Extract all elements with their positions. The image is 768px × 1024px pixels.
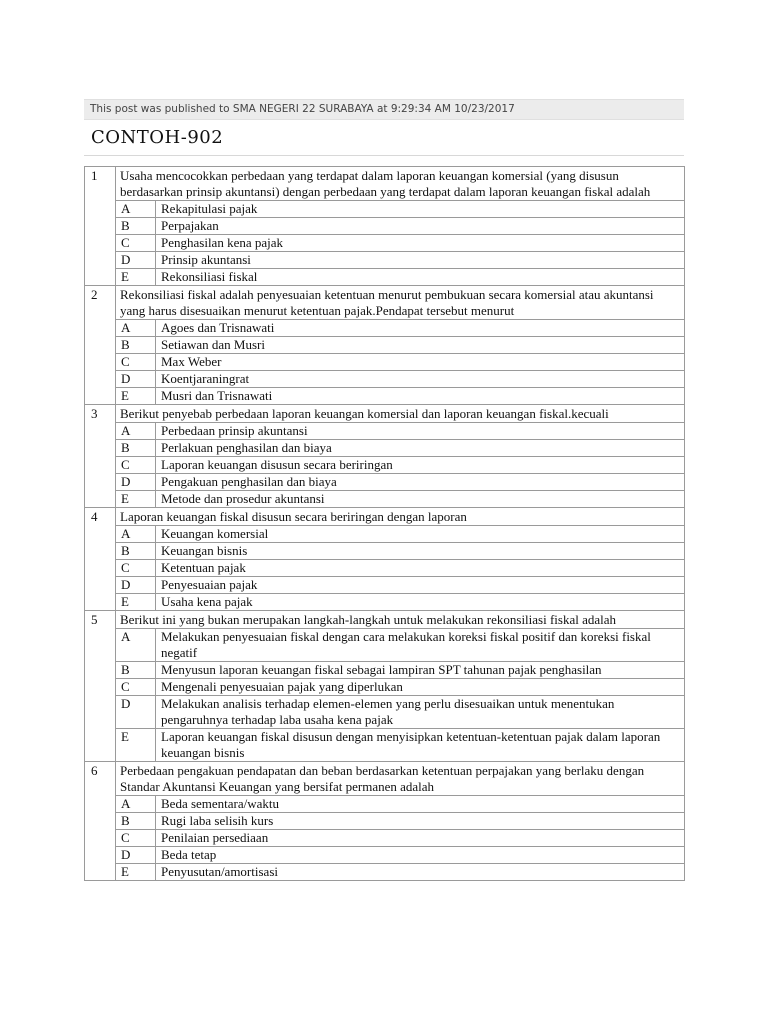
option-letter: B <box>116 440 156 457</box>
option-letter: D <box>116 847 156 864</box>
option-letter: A <box>116 423 156 440</box>
option-row <box>85 847 685 864</box>
option-letter: D <box>116 577 156 594</box>
option-row <box>85 491 685 508</box>
quiz-table <box>84 166 685 881</box>
option-letter: E <box>116 594 156 611</box>
option-text: Usaha kena pajak <box>156 594 685 611</box>
question-text: Usaha mencocokkan perbedaan yang terdapat dalam laporan keuangan komersial (yang disusun berdasarkan prinsip akuntansi) dengan perbedaan yang terdapat dalam laporan keuangan fiskal adalah <box>116 167 685 201</box>
option-row <box>85 830 685 847</box>
option-row <box>85 440 685 457</box>
option-row <box>85 252 685 269</box>
option-text: Penilaian persediaan <box>156 830 685 847</box>
option-text: Melakukan penyesuaian fiskal dengan cara melakukan koreksi fiskal positif dan koreksi fiskal negatif <box>156 629 685 662</box>
option-letter: B <box>116 813 156 830</box>
option-row <box>85 526 685 543</box>
option-text: Prinsip akuntansi <box>156 252 685 269</box>
question-number: 3 <box>85 405 116 508</box>
option-text: Koentjaraningrat <box>156 371 685 388</box>
option-text: Keuangan bisnis <box>156 543 685 560</box>
option-letter: D <box>116 474 156 491</box>
option-row <box>85 594 685 611</box>
question-row <box>85 405 685 423</box>
option-row <box>85 354 685 371</box>
publish-info-text: This post was published to SMA NEGERI 22 SURABAYA at 9:29:34 AM 10/23/2017 <box>90 103 515 115</box>
option-text: Agoes dan Trisnawati <box>156 320 685 337</box>
question-row <box>85 611 685 629</box>
question-row <box>85 167 685 201</box>
option-text: Penyusutan/amortisasi <box>156 864 685 881</box>
option-letter: D <box>116 696 156 729</box>
option-letter: E <box>116 864 156 881</box>
option-text: Rekapitulasi pajak <box>156 201 685 218</box>
option-row <box>85 320 685 337</box>
option-text: Musri dan Trisnawati <box>156 388 685 405</box>
option-row <box>85 218 685 235</box>
option-row <box>85 201 685 218</box>
option-text: Metode dan prosedur akuntansi <box>156 491 685 508</box>
question-text: Berikut ini yang bukan merupakan langkah-langkah untuk melakukan rekonsiliasi fiskal adalah <box>116 611 685 629</box>
question-number: 1 <box>85 167 116 286</box>
option-letter: A <box>116 320 156 337</box>
option-row <box>85 474 685 491</box>
option-letter: C <box>116 354 156 371</box>
option-letter: B <box>116 337 156 354</box>
option-text: Penghasilan kena pajak <box>156 235 685 252</box>
option-row <box>85 864 685 881</box>
option-letter: B <box>116 218 156 235</box>
option-row <box>85 679 685 696</box>
question-text: Berikut penyebab perbedaan laporan keuangan komersial dan laporan keuangan fiskal.kecuali <box>116 405 685 423</box>
option-row <box>85 629 685 662</box>
option-text: Setiawan dan Musri <box>156 337 685 354</box>
option-row <box>85 560 685 577</box>
option-text: Rugi laba selisih kurs <box>156 813 685 830</box>
option-text: Beda tetap <box>156 847 685 864</box>
option-letter: A <box>116 526 156 543</box>
option-text: Keuangan komersial <box>156 526 685 543</box>
question-text: Rekonsiliasi fiskal adalah penyesuaian ketentuan menurut pembukuan secara komersial atau akuntansi yang harus disesuaikan menurut ketentuan pajak.Pendapat tersebut menurut <box>116 286 685 320</box>
question-text: Laporan keuangan fiskal disusun secara beriringan dengan laporan <box>116 508 685 526</box>
option-letter: E <box>116 491 156 508</box>
question-row <box>85 286 685 320</box>
option-letter: D <box>116 252 156 269</box>
option-row <box>85 337 685 354</box>
option-letter: E <box>116 269 156 286</box>
option-letter: A <box>116 201 156 218</box>
option-row <box>85 796 685 813</box>
option-row <box>85 269 685 286</box>
option-row <box>85 371 685 388</box>
option-letter: C <box>116 235 156 252</box>
option-text: Ketentuan pajak <box>156 560 685 577</box>
option-text: Pengakuan penghasilan dan biaya <box>156 474 685 491</box>
option-row <box>85 388 685 405</box>
option-letter: E <box>116 388 156 405</box>
option-letter: C <box>116 679 156 696</box>
option-text: Menyusun laporan keuangan fiskal sebagai lampiran SPT tahunan pajak penghasilan <box>156 662 685 679</box>
option-row <box>85 696 685 729</box>
publish-info-bar <box>84 99 684 120</box>
option-text: Max Weber <box>156 354 685 371</box>
option-letter: D <box>116 371 156 388</box>
option-text: Perlakuan penghasilan dan biaya <box>156 440 685 457</box>
option-text: Beda sementara/waktu <box>156 796 685 813</box>
question-number: 2 <box>85 286 116 405</box>
option-letter: C <box>116 457 156 474</box>
question-row <box>85 508 685 526</box>
question-number: 5 <box>85 611 116 762</box>
option-text: Mengenali penyesuaian pajak yang diperlukan <box>156 679 685 696</box>
option-letter: A <box>116 796 156 813</box>
option-row <box>85 457 685 474</box>
option-row <box>85 543 685 560</box>
option-letter: C <box>116 830 156 847</box>
option-text: Melakukan analisis terhadap elemen-elemen yang perlu disesuaikan untuk menentukan pengaruhnya terhadap laba usaha kena pajak <box>156 696 685 729</box>
option-text: Penyesuaian pajak <box>156 577 685 594</box>
option-row <box>85 662 685 679</box>
option-row <box>85 729 685 762</box>
option-row <box>85 423 685 440</box>
option-text: Laporan keuangan disusun secara beriringan <box>156 457 685 474</box>
option-text: Perpajakan <box>156 218 685 235</box>
post-title: CONTOH-902 <box>91 127 224 148</box>
option-row <box>85 235 685 252</box>
question-number: 6 <box>85 762 116 881</box>
option-row <box>85 813 685 830</box>
option-row <box>85 577 685 594</box>
option-letter: E <box>116 729 156 762</box>
title-divider <box>84 155 684 156</box>
option-letter: B <box>116 543 156 560</box>
question-row <box>85 762 685 796</box>
option-letter: B <box>116 662 156 679</box>
option-text: Laporan keuangan fiskal disusun dengan menyisipkan ketentuan-ketentuan pajak dalam laporan keuangan bisnis <box>156 729 685 762</box>
option-text: Perbedaan prinsip akuntansi <box>156 423 685 440</box>
option-letter: A <box>116 629 156 662</box>
option-text: Rekonsiliasi fiskal <box>156 269 685 286</box>
question-text: Perbedaan pengakuan pendapatan dan beban berdasarkan ketentuan perpajakan yang berlaku dengan Standar Akuntansi Keuangan yang bersifat permanen adalah <box>116 762 685 796</box>
option-letter: C <box>116 560 156 577</box>
quiz-table-body <box>85 167 685 881</box>
question-number: 4 <box>85 508 116 611</box>
